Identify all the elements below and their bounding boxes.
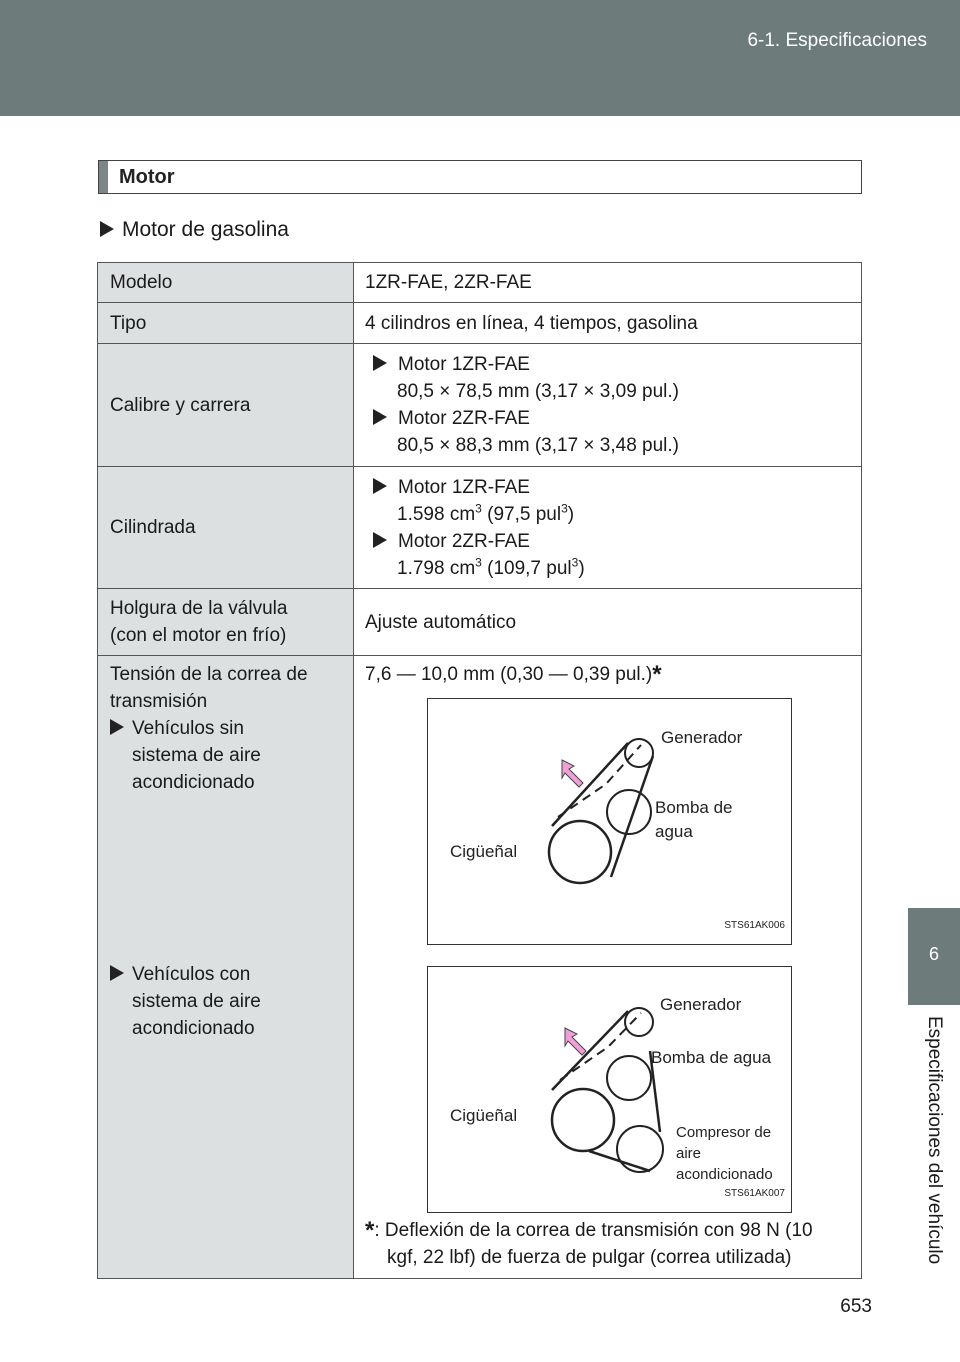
- crankshaft-label: Cigüeñal: [450, 842, 518, 861]
- generator-label: Generador: [661, 728, 743, 747]
- table-row: [98, 589, 862, 656]
- title-accent: [99, 161, 108, 193]
- bore-values: [354, 344, 862, 467]
- triangle-bullet-icon: [373, 532, 387, 548]
- footnote: *: Deflexión de la correa de transmisión con 98 N (10 kgf, 22 lbf) de fuerza de pulgar (correa utilizada): [365, 1217, 813, 1268]
- engine-1zr-name: Motor 1ZR-FAE: [398, 354, 530, 375]
- table-row: [98, 467, 862, 589]
- triangle-bullet-icon: [110, 719, 124, 735]
- displacement-label: Cilindrada: [98, 467, 354, 589]
- engine-1zr-bore: 80,5 × 78,5 mm (3,17 × 3,09 pul.): [397, 381, 680, 402]
- engine-2zr-name: Motor 2ZR-FAE: [398, 408, 530, 429]
- triangle-bullet-icon: [110, 965, 124, 981]
- valve-value: Ajuste automático: [354, 589, 862, 656]
- model-label: Modelo: [98, 263, 354, 303]
- triangle-bullet-icon: [373, 478, 387, 494]
- ac-compressor-label: Compresor de aire acondicionado: [676, 1124, 773, 1183]
- belt-diagram-no-ac: [427, 698, 792, 945]
- engine-2zr-name: Motor 2ZR-FAE: [398, 530, 530, 552]
- spec-table: [97, 262, 862, 1279]
- chapter-label: Especificaciones del vehículo: [924, 1016, 945, 1265]
- belt-values: [354, 656, 862, 1279]
- type-label: Tipo: [98, 303, 354, 344]
- chapter-side-label: [918, 1016, 950, 1296]
- table-row: [98, 263, 862, 303]
- triangle-bullet-icon: [373, 355, 387, 371]
- engine-1zr-displacement: 1.598 $cm^3$ (97,5 pul$^3$): [397, 501, 575, 525]
- subheading-text: Motor de gasolina: [122, 218, 289, 241]
- section-title-bar: [98, 160, 862, 194]
- crankshaft-label: Cigüeñal: [450, 1106, 518, 1125]
- valve-label: Holgura de la válvula (con el motor en frío): [98, 589, 354, 656]
- belt-label: Tensión de la correa de transmisión Vehículos sin sistema de aire acondicionado Vehículos con sistema de aire acondicionado: [98, 656, 354, 1279]
- triangle-bullet-icon: [373, 409, 387, 425]
- table-row: [98, 303, 862, 344]
- section-heading: Motor: [119, 166, 175, 188]
- page-header: [0, 0, 960, 116]
- no-ac-label: Vehículos sin: [132, 718, 244, 739]
- water-pump-label: Bomba de agua: [651, 1048, 772, 1067]
- chapter-tab: [908, 908, 960, 1005]
- bore-label: Calibre y carrera: [98, 344, 354, 467]
- type-value: 4 cilindros en línea, 4 tiempos, gasolina: [354, 303, 862, 344]
- chapter-number: 6: [928, 944, 939, 964]
- section-title: 6-1. Especificaciones: [747, 30, 927, 51]
- page-number: 653: [840, 1296, 872, 1317]
- water-pump-label: Bomba de agua: [655, 798, 733, 841]
- triangle-bullet-icon: [100, 221, 114, 237]
- figure-code: STS61AK007: [724, 1188, 785, 1199]
- belt-diagram-ac: [427, 966, 792, 1213]
- displacement-values: [354, 467, 862, 589]
- table-row: [98, 656, 862, 1279]
- subheading: [100, 218, 289, 242]
- engine-1zr-name: Motor 1ZR-FAE: [398, 476, 530, 498]
- figure-code: STS61AK006: [724, 920, 785, 931]
- ac-label: Vehículos con: [132, 964, 251, 985]
- model-value: 1ZR-FAE, 2ZR-FAE: [354, 263, 862, 303]
- generator-label: Generador: [660, 995, 742, 1014]
- engine-2zr-bore: 80,5 × 88,3 mm (3,17 × 3,48 pul.): [397, 435, 680, 456]
- belt-tension-value: 7,6 — 10,0 mm (0,30 — 0,39 pul.)*: [365, 661, 662, 688]
- engine-2zr-displacement: 1.798 $cm^3$ (109,7 pul$^3$): [397, 555, 585, 579]
- table-row: [98, 344, 862, 467]
